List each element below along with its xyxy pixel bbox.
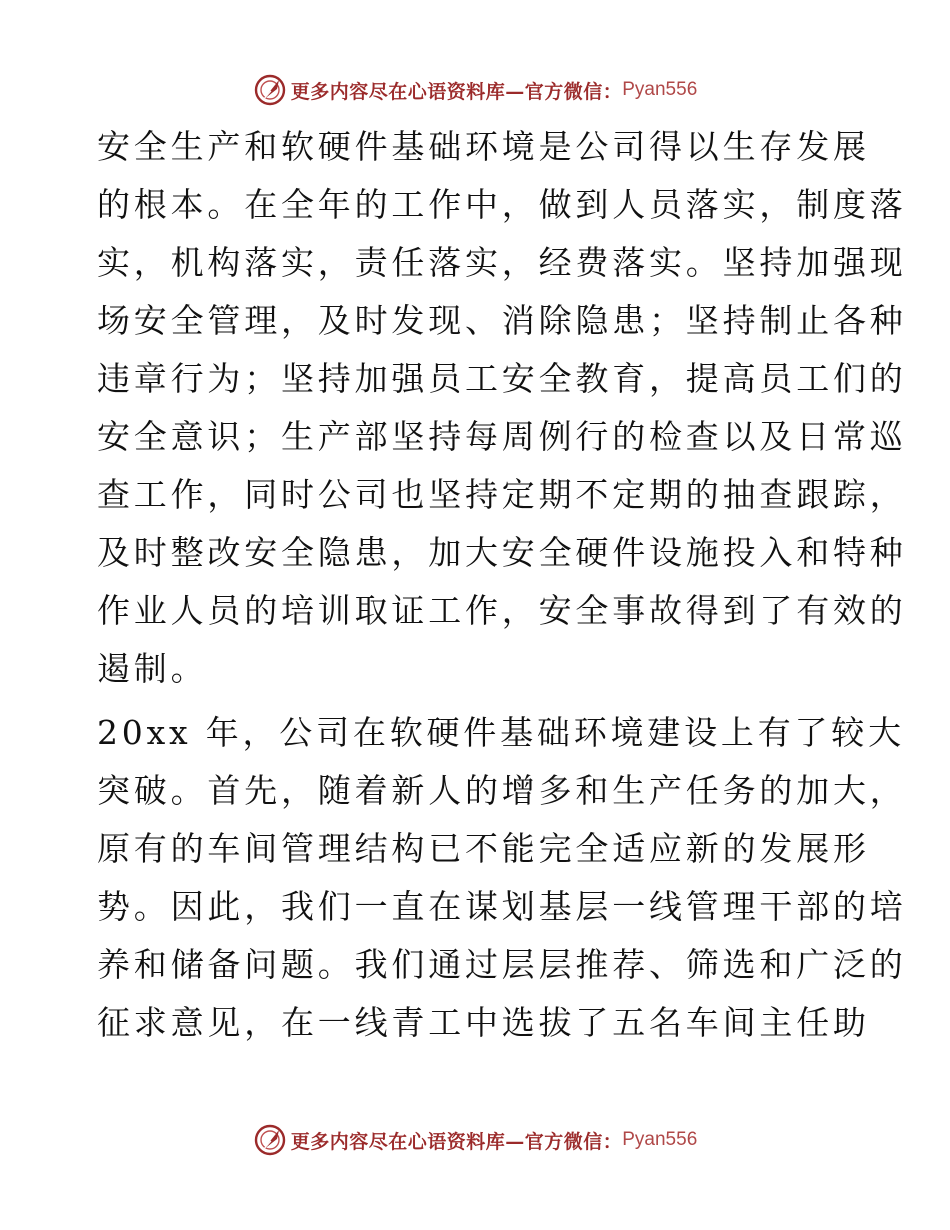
text-line: 安全生产和软硬件基础环境是公司得以生存发展 bbox=[97, 127, 870, 166]
text-line: 的根本。在全年的工作中，做到人员落实，制度落 bbox=[97, 185, 907, 224]
text-line: 作业人员的培训取证工作，安全事故得到了有效的 bbox=[97, 591, 907, 630]
text-line: 势。因此，我们一直在谋划基层一线管理干部的培 bbox=[97, 887, 907, 926]
header-banner-text: 更多内容尽在心语资料库—官方微信： bbox=[290, 80, 623, 103]
quill-logo-icon bbox=[253, 1123, 287, 1157]
footer-banner-text: 更多内容尽在心语资料库—官方微信： bbox=[290, 1130, 623, 1153]
quill-logo-icon bbox=[253, 73, 287, 107]
header-banner-handle: Pyan556 bbox=[622, 79, 698, 100]
document-body bbox=[97, 118, 907, 1052]
text-line: 征求意见，在一线青工中选拔了五名车间主任助 bbox=[97, 1003, 870, 1042]
text-line: 原有的车间管理结构已不能完全适应新的发展形 bbox=[97, 829, 870, 868]
text-line: 查工作，同时公司也坚持定期不定期的抽查跟踪， bbox=[97, 475, 907, 514]
text-line: 突破。首先，随着新人的增多和生产任务的加大， bbox=[97, 771, 907, 810]
footer-banner bbox=[0, 1120, 950, 1160]
text-line: 场安全管理，及时发现、消除隐患；坚持制止各种 bbox=[97, 301, 907, 340]
text-line: 养和储备问题。我们通过层层推荐、筛选和广泛的 bbox=[97, 945, 907, 984]
paragraph-infrastructure bbox=[97, 704, 907, 1052]
footer-banner-handle: Pyan556 bbox=[622, 1129, 698, 1150]
text-line: 遏制。 bbox=[97, 649, 208, 688]
text-line: 违章行为；坚持加强员工安全教育，提高员工们的 bbox=[97, 359, 907, 398]
text-line: 安全意识；生产部坚持每周例行的检查以及日常巡 bbox=[97, 417, 907, 456]
header-banner bbox=[0, 70, 950, 110]
paragraph-safety bbox=[97, 118, 907, 698]
text-line: 及时整改安全隐患，加大安全硬件设施投入和特种 bbox=[97, 533, 907, 572]
text-line: 实，机构落实，责任落实，经费落实。坚持加强现 bbox=[97, 243, 907, 282]
text-line: 20xx 年，公司在软硬件基础环境建设上有了较大 bbox=[97, 713, 905, 752]
